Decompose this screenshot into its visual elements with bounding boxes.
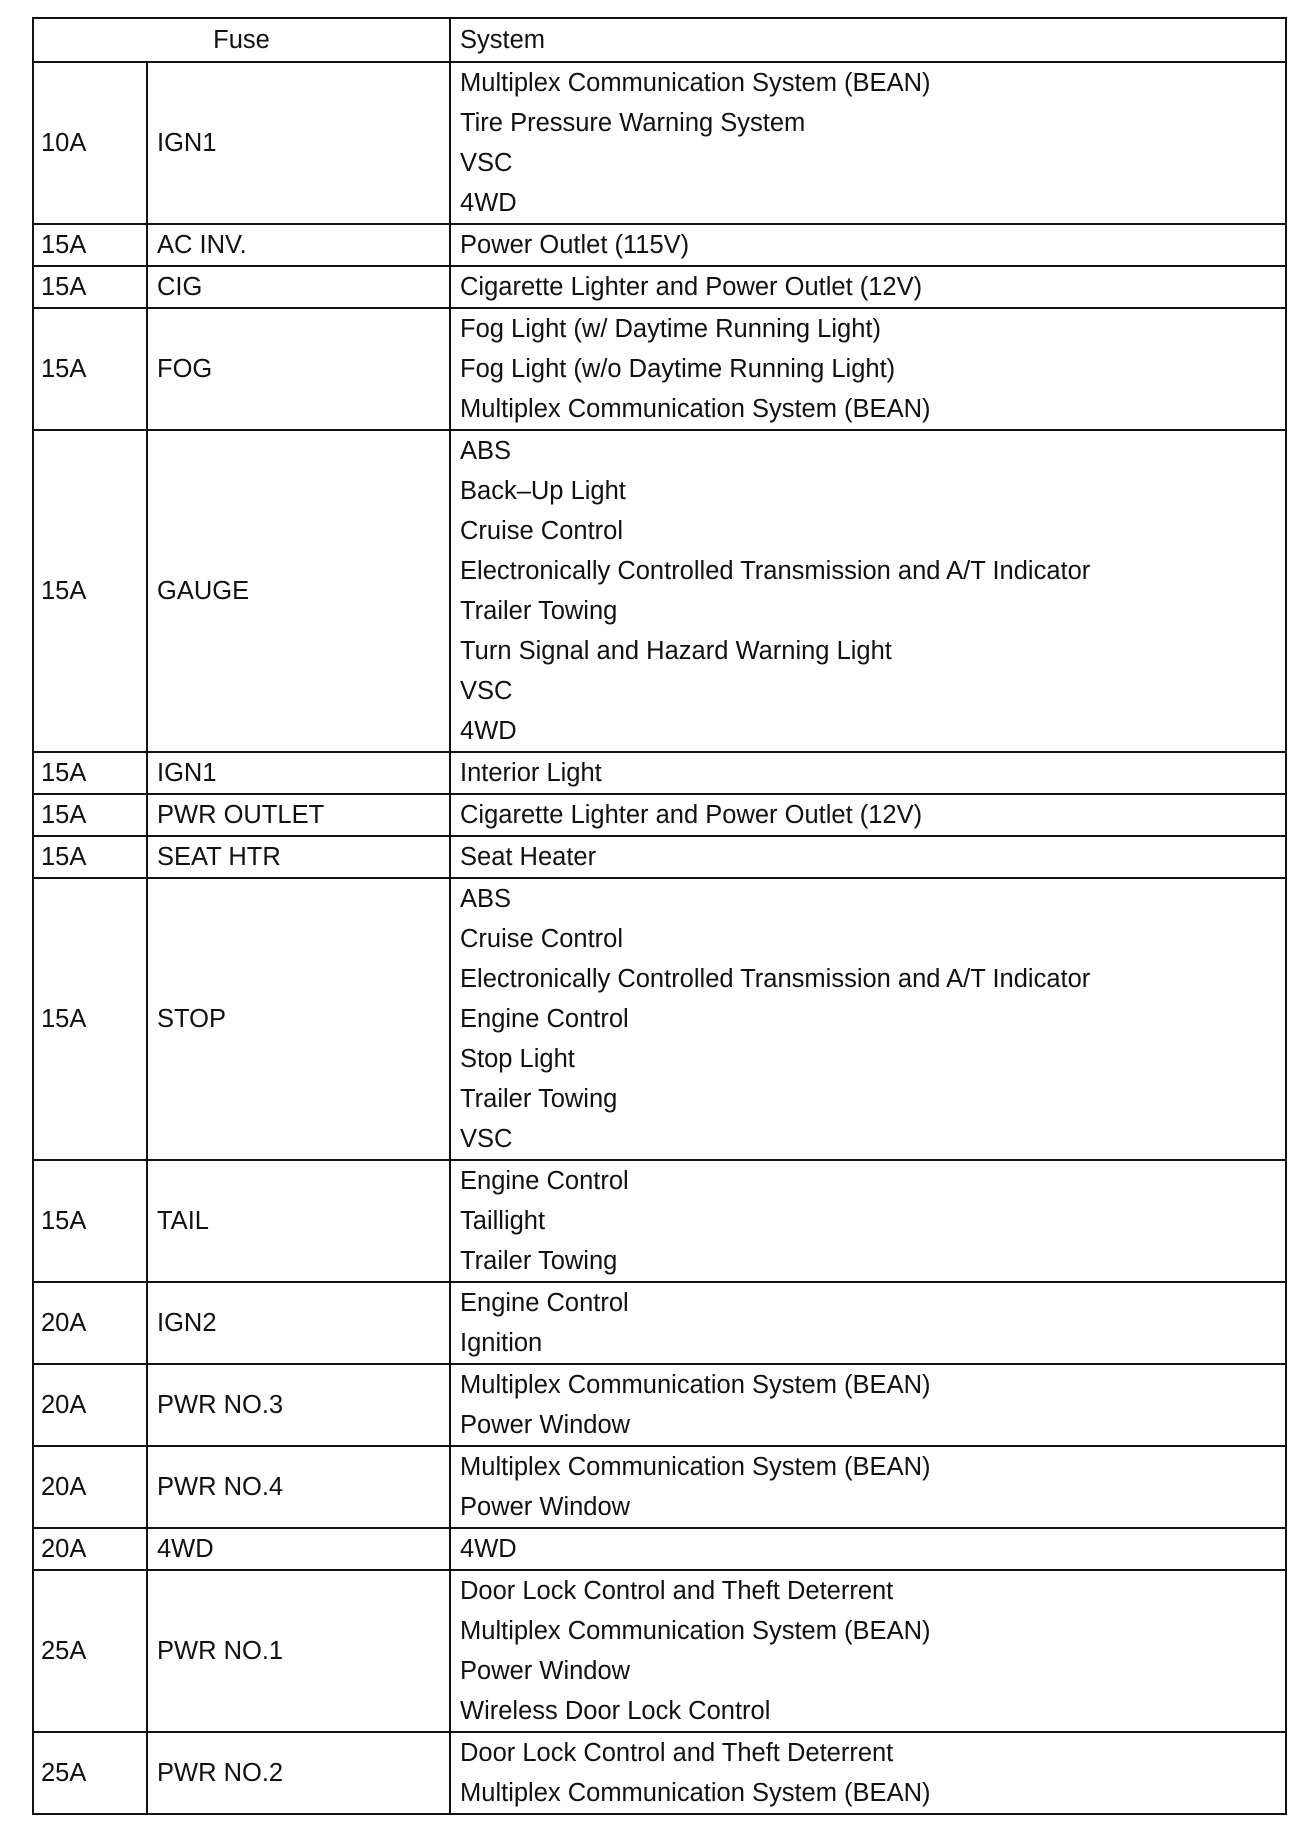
fuse-amperage: 15A (33, 752, 147, 794)
table-row (33, 1364, 1286, 1446)
fuse-name: IGN1 (147, 62, 450, 224)
fuse-name: PWR NO.2 (147, 1732, 450, 1814)
system-list (450, 1364, 1286, 1446)
fuse-name: PWR NO.3 (147, 1364, 450, 1446)
system-item: VSC (460, 1125, 513, 1153)
system-item: Electronically Controlled Transmission and A/T Indicator (460, 965, 1091, 993)
fuse-table (32, 17, 1287, 1815)
system-item: Trailer Towing (460, 1085, 618, 1113)
table-row (33, 62, 1286, 224)
system-item: Engine Control (460, 1289, 629, 1317)
fuse-amperage: 25A (33, 1570, 147, 1732)
system-item: Multiplex Communication System (BEAN) (460, 1617, 931, 1645)
table-body (33, 62, 1286, 1814)
fuse-name: PWR NO.1 (147, 1570, 450, 1732)
table-row (33, 1282, 1286, 1364)
system-list (450, 224, 1286, 266)
system-item: Engine Control (460, 1005, 629, 1033)
table-row (33, 752, 1286, 794)
system-item: Cigarette Lighter and Power Outlet (12V) (460, 801, 923, 829)
table-row (33, 1570, 1286, 1732)
system-item: 4WD (460, 1535, 517, 1563)
system-item: Fog Light (w/o Daytime Running Light) (460, 355, 896, 383)
fuse-amperage: 15A (33, 308, 147, 430)
table-row (33, 1528, 1286, 1570)
system-item: Door Lock Control and Theft Deterrent (460, 1739, 894, 1767)
system-item: Ignition (460, 1329, 543, 1357)
system-item: Power Outlet (115V) (460, 231, 690, 259)
fuse-name: FOG (147, 308, 450, 430)
table-row (33, 266, 1286, 308)
fuse-name: PWR OUTLET (147, 794, 450, 836)
fuse-name: IGN1 (147, 752, 450, 794)
system-item: ABS (460, 437, 512, 465)
system-item: Cruise Control (460, 517, 623, 545)
fuse-name: IGN2 (147, 1282, 450, 1364)
fuse-amperage: 15A (33, 878, 147, 1160)
system-item: Trailer Towing (460, 1247, 618, 1275)
table-row (33, 878, 1286, 1160)
system-item: Fog Light (w/ Daytime Running Light) (460, 315, 881, 343)
system-list (450, 752, 1286, 794)
system-list (450, 266, 1286, 308)
system-list (450, 836, 1286, 878)
fuse-amperage: 15A (33, 1160, 147, 1282)
system-item: ABS (460, 885, 512, 913)
system-item: 4WD (460, 717, 517, 745)
fuse-column-header: Fuse (33, 18, 450, 62)
table-row (33, 794, 1286, 836)
fuse-name: TAIL (147, 1160, 450, 1282)
fuse-amperage: 20A (33, 1282, 147, 1364)
table-row (33, 1732, 1286, 1814)
system-item: VSC (460, 149, 513, 177)
fuse-name: 4WD (147, 1528, 450, 1570)
system-item: Multiplex Communication System (BEAN) (460, 1779, 931, 1807)
system-item: Multiplex Communication System (BEAN) (460, 1371, 931, 1399)
system-item: Back–Up Light (460, 477, 626, 505)
system-item: Power Window (460, 1411, 631, 1439)
fuse-name: SEAT HTR (147, 836, 450, 878)
system-item: Seat Heater (460, 843, 597, 871)
system-column-header: System (450, 18, 1286, 62)
fuse-amperage: 20A (33, 1528, 147, 1570)
fuse-amperage: 15A (33, 224, 147, 266)
system-item: Cruise Control (460, 925, 623, 953)
fuse-amperage: 20A (33, 1446, 147, 1528)
fuse-amperage: 25A (33, 1732, 147, 1814)
system-item: Multiplex Communication System (BEAN) (460, 395, 931, 423)
fuse-name: AC INV. (147, 224, 450, 266)
table-row (33, 836, 1286, 878)
fuse-name: CIG (147, 266, 450, 308)
fuse-amperage: 15A (33, 266, 147, 308)
table-row (33, 1160, 1286, 1282)
system-item: Power Window (460, 1493, 631, 1521)
system-item: Interior Light (460, 759, 602, 787)
system-item: Electronically Controlled Transmission and A/T Indicator (460, 557, 1091, 585)
system-item: Turn Signal and Hazard Warning Light (460, 637, 892, 665)
system-item: Engine Control (460, 1167, 629, 1195)
system-item: 4WD (460, 189, 517, 217)
fuse-amperage: 15A (33, 836, 147, 878)
system-item: Multiplex Communication System (BEAN) (460, 69, 931, 97)
system-item: VSC (460, 677, 513, 705)
table-row (33, 308, 1286, 430)
table-header (33, 18, 1286, 62)
system-item: Stop Light (460, 1045, 575, 1073)
system-list (450, 62, 1286, 224)
system-list (450, 1282, 1286, 1364)
table-row (33, 430, 1286, 752)
system-list (450, 430, 1286, 752)
system-item: Multiplex Communication System (BEAN) (460, 1453, 931, 1481)
system-item: Cigarette Lighter and Power Outlet (12V) (460, 273, 923, 301)
table-row (33, 224, 1286, 266)
system-item: Door Lock Control and Theft Deterrent (460, 1577, 894, 1605)
fuse-amperage: 15A (33, 794, 147, 836)
system-item: Trailer Towing (460, 597, 618, 625)
header-row (33, 18, 1286, 62)
system-list (450, 1570, 1286, 1732)
system-item: Wireless Door Lock Control (460, 1697, 771, 1725)
system-list (450, 1732, 1286, 1814)
system-list (450, 878, 1286, 1160)
fuse-name: STOP (147, 878, 450, 1160)
system-item: Taillight (460, 1207, 546, 1235)
system-list (450, 1528, 1286, 1570)
fuse-amperage: 15A (33, 430, 147, 752)
system-list (450, 1160, 1286, 1282)
system-item: Tire Pressure Warning System (460, 109, 806, 137)
table-row (33, 1446, 1286, 1528)
system-item: Power Window (460, 1657, 631, 1685)
system-list (450, 794, 1286, 836)
fuse-amperage: 20A (33, 1364, 147, 1446)
system-list (450, 1446, 1286, 1528)
fuse-amperage: 10A (33, 62, 147, 224)
fuse-name: PWR NO.4 (147, 1446, 450, 1528)
fuse-name: GAUGE (147, 430, 450, 752)
system-list (450, 308, 1286, 430)
